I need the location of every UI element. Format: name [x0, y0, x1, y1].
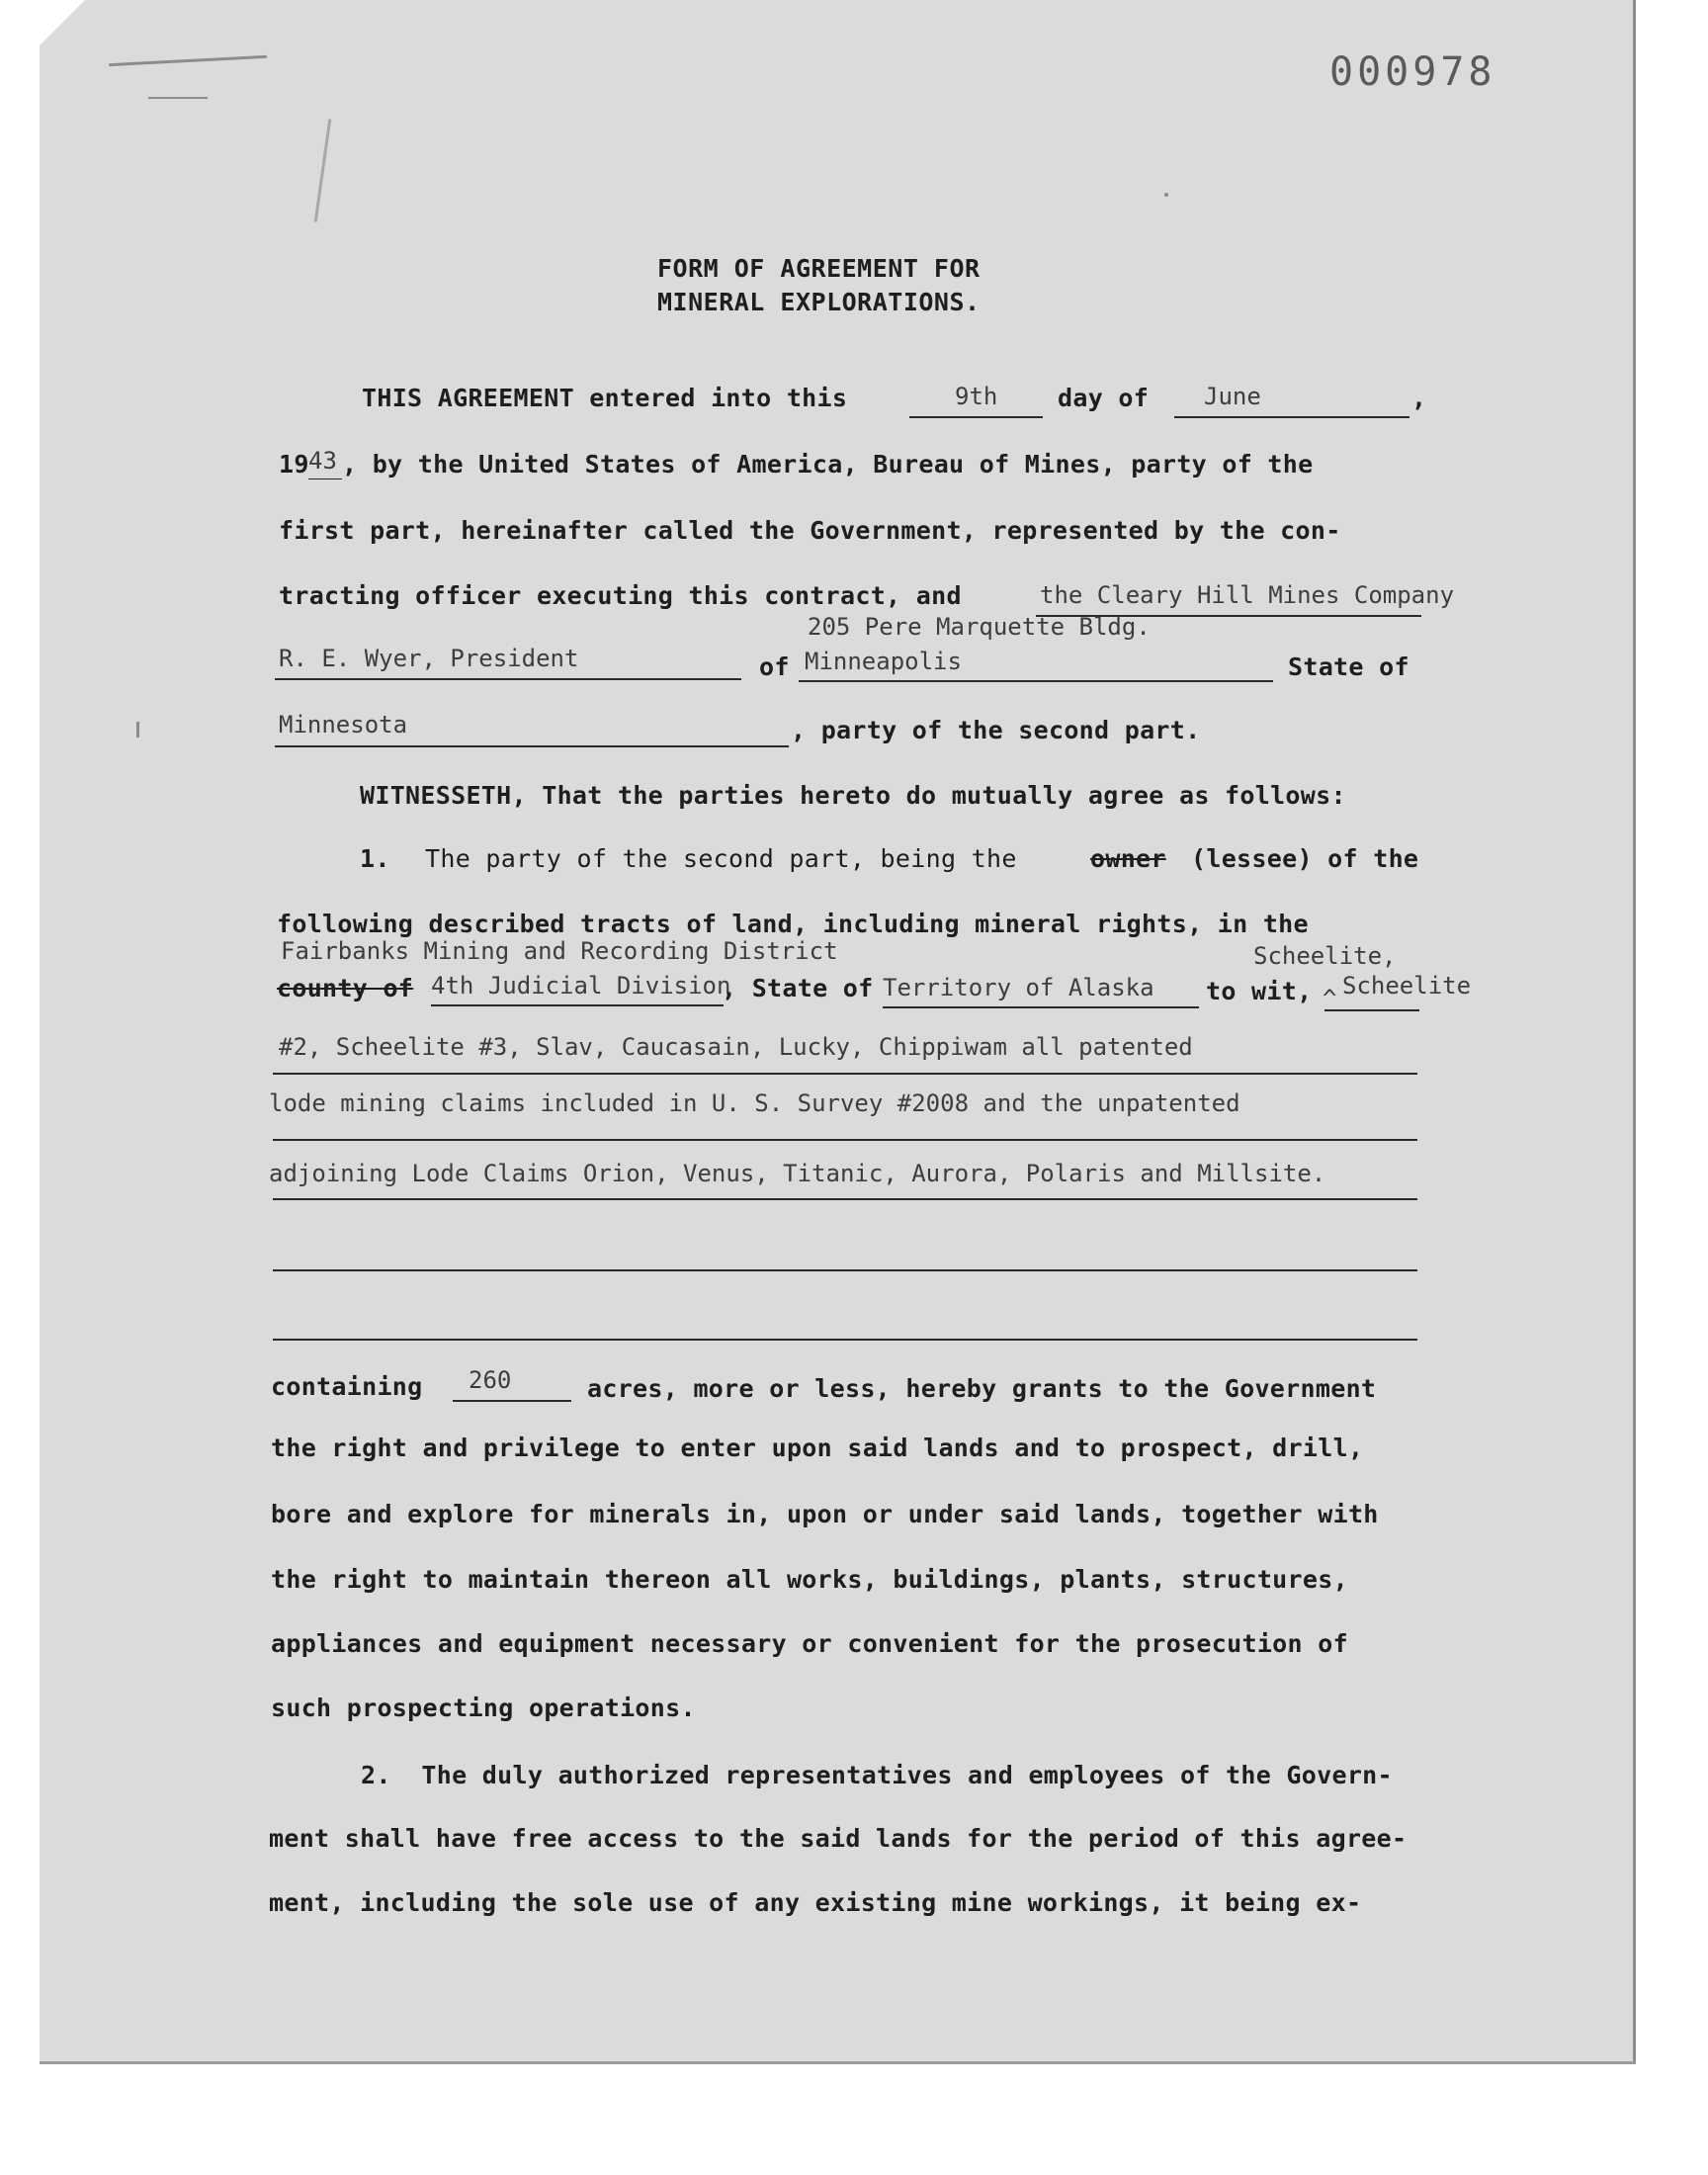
representative-field: R. E. Wyer, President [279, 645, 579, 672]
preamble-of: of [759, 652, 790, 681]
para1-line-f: the right to maintain thereon all works, buildings, plants, structures, [271, 1565, 1348, 1594]
title-line-2: MINERAL EXPLORATIONS. [657, 288, 981, 316]
day-field: 9th [955, 383, 998, 410]
claims-line-2: lode mining claims included in U. S. Survey #2008 and the unpatented [269, 1089, 1240, 1117]
para1-line-c: acres, more or less, hereby grants to the Government [587, 1374, 1377, 1403]
representative-underline [275, 678, 741, 680]
insert-caret: ^ [1323, 985, 1337, 1012]
para1-line-1a: The party of the second part, being the [425, 844, 1017, 873]
preamble-line-6: , party of the second part. [791, 716, 1201, 744]
para1-line-h: such prospecting operations. [271, 1694, 696, 1722]
blank-line-2 [273, 1339, 1417, 1341]
para2-line-3: ment, including the sole use of any existing mine workings, it being ex- [269, 1888, 1362, 1917]
county-struck: county of [277, 974, 414, 1002]
state-underline [275, 745, 789, 747]
company-field: the Cleary Hill Mines Company [1040, 581, 1455, 609]
claims-line-3: adjoining Lode Claims Orion, Venus, Titanic, Aurora, Polaris and Millsite. [269, 1160, 1326, 1187]
year-underline [308, 478, 342, 479]
para1-line-g: appliances and equipment necessary or convenient for the prosecution of [271, 1629, 1348, 1658]
preamble-comma: , [1411, 384, 1427, 412]
division-field: 4th Judicial Division [431, 972, 731, 1000]
preamble-line-4: tracting officer executing this contract, and [279, 581, 962, 610]
preamble-day-of: day of [1058, 384, 1150, 412]
para1-line-2: following described tracts of land, including mineral rights, in the [277, 910, 1309, 938]
speck [136, 722, 139, 738]
folded-corner [40, 0, 85, 45]
para1-line-1b: (lessee) of the [1191, 844, 1419, 873]
claims-underline-3 [273, 1198, 1417, 1200]
preamble-line-2: , by the United States of America, Bureau of Mines, party of the [342, 450, 1314, 478]
para2-line-1: 2. The duly authorized representatives and employees of the Govern- [361, 1761, 1393, 1789]
para1-line-e: bore and explore for minerals in, upon or under said lands, together with [271, 1500, 1379, 1528]
blank-line-1 [273, 1269, 1417, 1271]
city-underline [799, 680, 1273, 682]
scheelite-insert: Scheelite, [1253, 942, 1397, 970]
claims-underline-2 [273, 1139, 1417, 1141]
para1-to-wit: to wit, [1206, 977, 1313, 1005]
pencil-mark [148, 97, 208, 99]
day-underline [909, 416, 1043, 418]
para1-line-d: the right and privilege to enter upon said lands and to prospect, drill, [271, 1434, 1364, 1462]
owner-struck: owner [1090, 844, 1166, 873]
title-line-1: FORM OF AGREEMENT FOR [657, 254, 981, 283]
month-field: June [1204, 383, 1261, 410]
claims-line-1: #2, Scheelite #3, Slav, Caucasain, Lucky, Chippiwam all patented [279, 1033, 1193, 1061]
containing-label: containing [271, 1372, 423, 1401]
para1-number: 1. [360, 844, 390, 873]
para2-line-2: ment shall have free access to the said lands for the period of this agree- [269, 1824, 1408, 1853]
acres-field: 260 [469, 1366, 512, 1394]
division-underline [431, 1004, 724, 1006]
document-number: 000978 [1329, 49, 1496, 95]
preamble-intro: THIS AGREEMENT entered into this [362, 384, 848, 412]
preamble-line-3: first part, hereinafter called the Government, represented by the con- [279, 516, 1341, 545]
territory-underline [883, 1006, 1199, 1008]
territory-field: Territory of Alaska [883, 974, 1154, 1001]
year-prefix: 19 [279, 450, 309, 478]
para1-state-of: , State of [722, 974, 874, 1002]
scheelite-underline [1324, 1009, 1419, 1011]
month-underline [1174, 416, 1409, 418]
preamble-state-of: State of [1288, 652, 1409, 681]
acres-underline [453, 1400, 571, 1402]
claims-underline-1 [273, 1073, 1417, 1075]
state-field: Minnesota [279, 711, 408, 739]
witnesseth: WITNESSETH, That the parties hereto do mutually agree as follows: [360, 781, 1346, 810]
district-field: Fairbanks Mining and Recording District [281, 937, 838, 965]
address-field: 205 Pere Marquette Bldg. [808, 613, 1151, 641]
year-field: 43 [308, 447, 337, 475]
city-field: Minneapolis [805, 648, 962, 675]
scheelite-field: Scheelite [1342, 972, 1472, 1000]
speck [1164, 193, 1168, 197]
